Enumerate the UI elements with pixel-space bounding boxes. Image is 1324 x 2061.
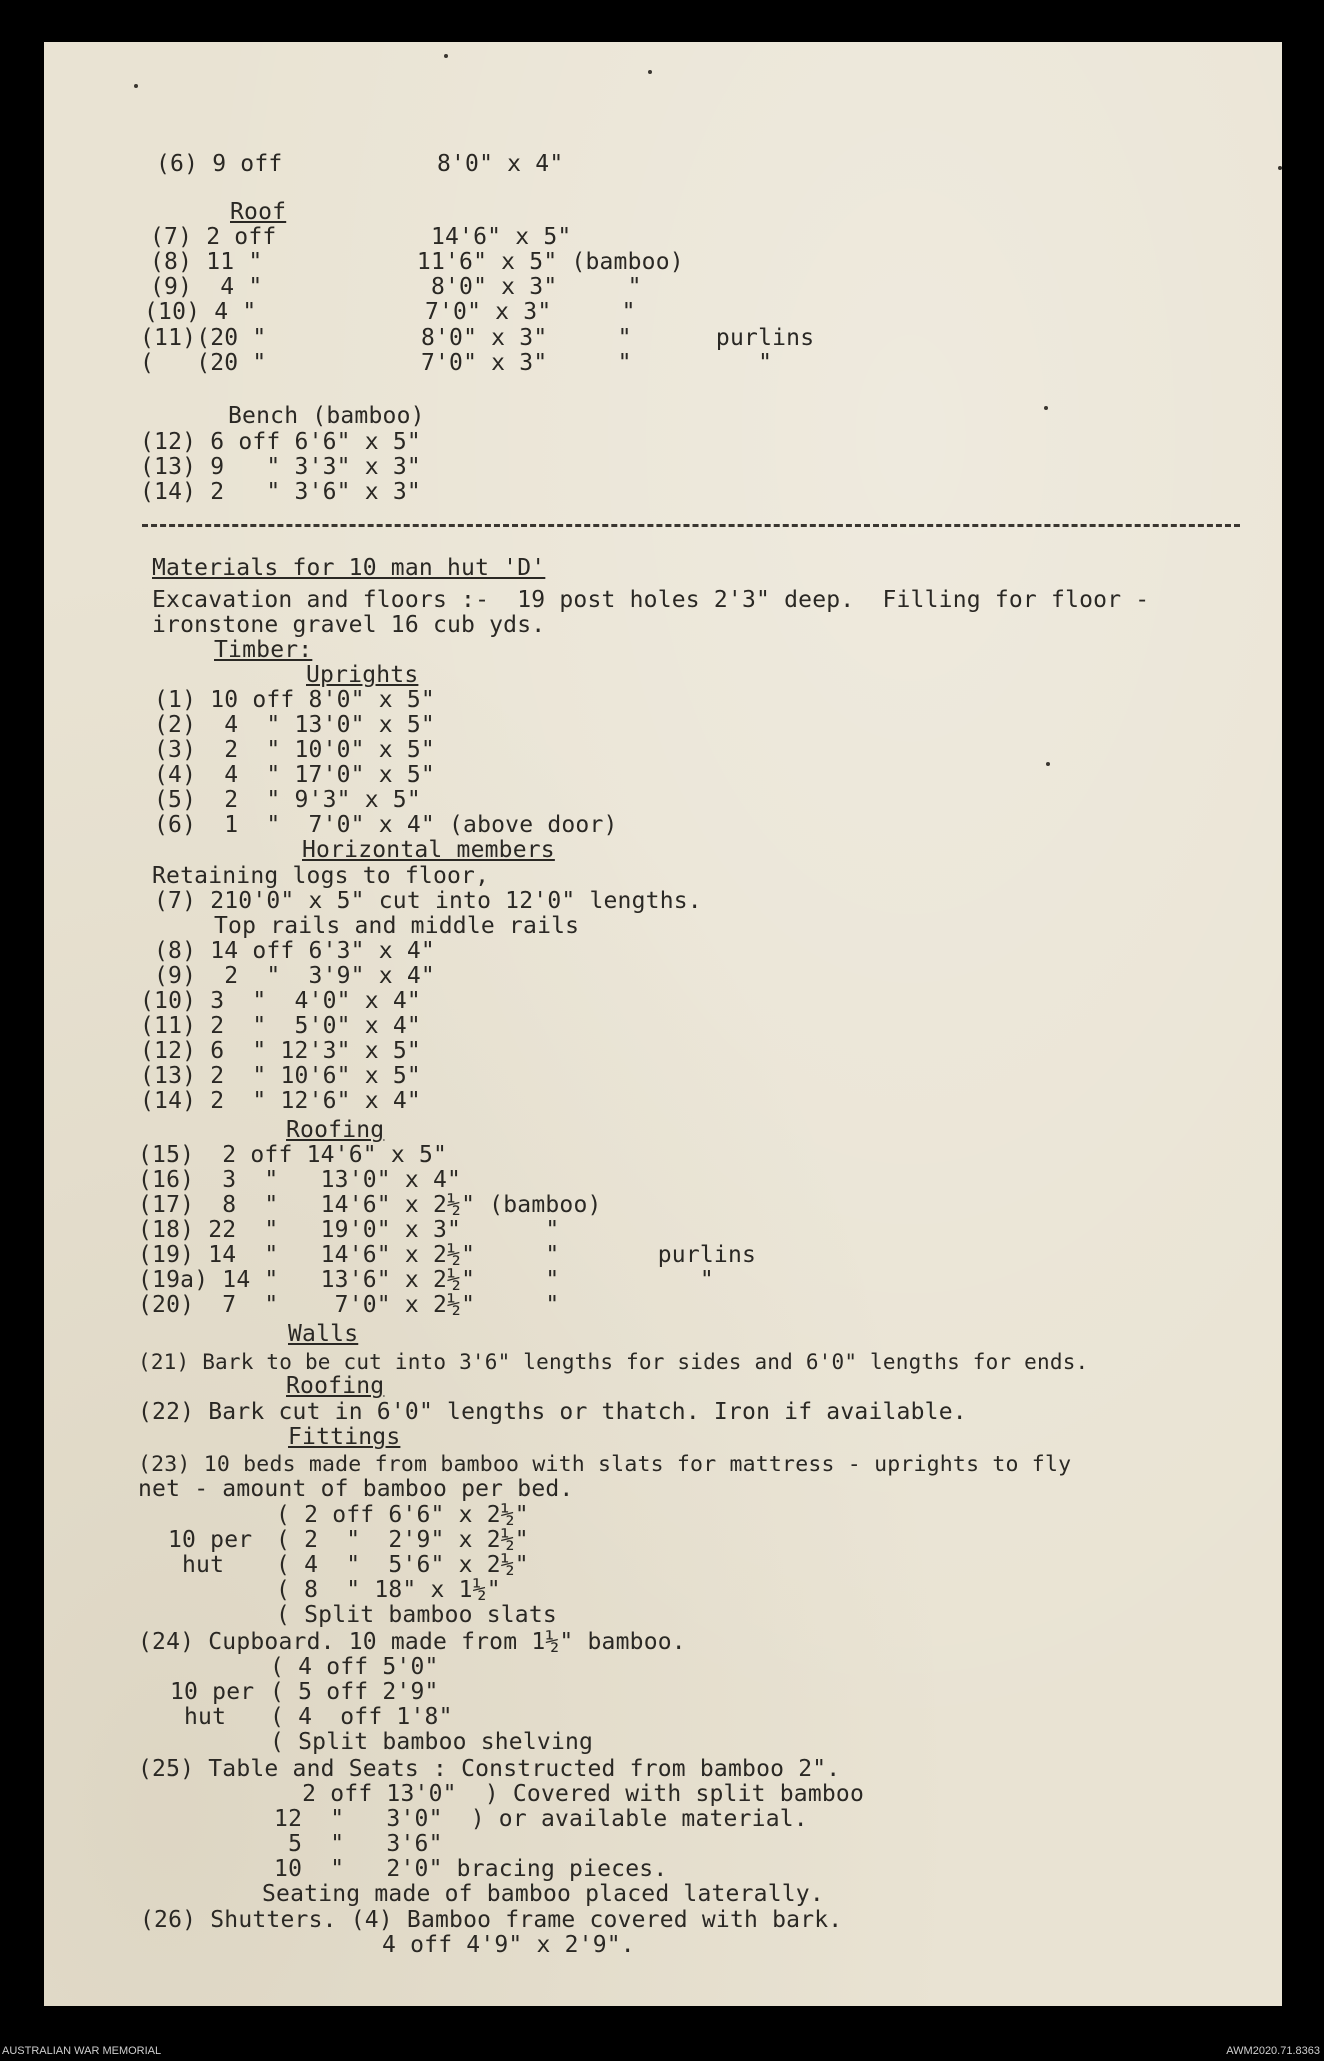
uprights-item: (3) 2 " 10'0" x 5"	[154, 737, 435, 763]
rails-item: (14) 2 " 12'6" x 4"	[140, 1088, 421, 1114]
bench-heading: Bench (bamboo)	[228, 403, 425, 429]
materials-line: Excavation and floors :- 19 post holes 2'3" deep. Filling for floor -	[152, 587, 1150, 613]
footer-accession: AWM2020.71.8363	[1226, 2045, 1320, 2057]
table-part: 5 " 3'6"	[260, 1831, 443, 1857]
cupboard-side-label: 10 per	[170, 1679, 255, 1705]
dashed-separator	[142, 524, 1240, 527]
cupboard-item: (24) Cupboard. 10 made from 1½" bamboo.	[138, 1629, 686, 1655]
roof-item: (7) 2 off 14'6" x 5"	[150, 224, 572, 250]
rails-item: (13) 2 " 10'6" x 5"	[140, 1063, 421, 1089]
ink-speck	[134, 84, 138, 88]
uprights-item: (4) 4 " 17'0" x 5"	[154, 762, 435, 788]
cupboard-part: ( 5 off 2'9"	[270, 1679, 439, 1705]
rails-heading: Top rails and middle rails	[214, 913, 580, 939]
roof-heading: Roof	[230, 199, 287, 225]
roof-item: (10) 4 " 7'0" x 3" "	[144, 299, 636, 325]
bed-part: ( 4 " 5'6" x 2½"	[276, 1552, 529, 1578]
roofing2-heading: Roofing	[286, 1373, 385, 1399]
roofing-item: (18) 22 " 19'0" x 3" "	[138, 1217, 560, 1243]
bench-item: (12) 6 off 6'6" x 5"	[140, 429, 421, 455]
table-item: (25) Table and Seats : Constructed from bamboo 2".	[138, 1756, 841, 1782]
rails-item: (9) 2 " 3'9" x 4"	[154, 963, 435, 989]
roofing-item: (15) 2 off 14'6" x 5"	[138, 1142, 448, 1168]
cupboard-side-label: hut	[184, 1704, 227, 1730]
roofing-item: (19) 14 " 14'6" x 2½" " purlins	[138, 1242, 757, 1268]
table-part: 2 off 13'0" ) Covered with split bamboo	[260, 1781, 865, 1807]
timber-heading: Timber:	[214, 637, 313, 663]
item-6: (6) 9 off 8'0" x 4"	[156, 151, 564, 177]
roofing-heading: Roofing	[286, 1117, 385, 1143]
roof-item: (9) 4 " 8'0" x 3" "	[150, 274, 642, 300]
materials-heading: Materials for 10 man hut 'D'	[152, 555, 546, 581]
materials-line: ironstone gravel 16 cub yds.	[152, 612, 546, 638]
table-part: 10 " 2'0" bracing pieces.	[260, 1856, 668, 1882]
roofing-item: (20) 7 " 7'0" x 2½" "	[138, 1292, 560, 1318]
bed-part: ( 2 off 6'6" x 2½"	[276, 1502, 529, 1528]
roof-item: (8) 11 " 11'6" x 5" (bamboo)	[150, 249, 684, 275]
bed-part: ( 8 " 18" x 1½"	[276, 1577, 501, 1603]
roofing-item: (19a) 14 " 13'6" x 2½" " "	[138, 1267, 714, 1293]
fittings-heading: Fittings	[288, 1424, 401, 1450]
bed-part: ( Split bamboo slats	[276, 1602, 557, 1628]
roof-item: (11)(20 " 8'0" x 3" " purlins	[140, 325, 815, 351]
uprights-item: (6) 1 " 7'0" x 4" (above door)	[154, 812, 618, 838]
uprights-item: (2) 4 " 13'0" x 5"	[154, 712, 435, 738]
cupboard-part: ( 4 off 5'0"	[270, 1654, 439, 1680]
roofing2-item: (22) Bark cut in 6'0" lengths or thatch. Iron if available.	[138, 1399, 967, 1425]
shutters-detail: 4 off 4'9" x 2'9".	[382, 1932, 635, 1958]
table-part: Seating made of bamboo placed laterally.	[262, 1881, 824, 1907]
walls-item: (21) Bark to be cut into 3'6" lengths for sides and 6'0" lengths for ends.	[138, 1350, 1089, 1374]
bed-part: ( 2 " 2'9" x 2½"	[276, 1527, 529, 1553]
rails-item: (8) 14 off 6'3" x 4"	[154, 938, 435, 964]
rails-item: (12) 6 " 12'3" x 5"	[140, 1038, 421, 1064]
bench-item: (13) 9 " 3'3" x 3"	[140, 454, 421, 480]
roof-item: ( (20 " 7'0" x 3" " "	[140, 350, 773, 376]
ink-speck	[444, 54, 448, 58]
uprights-heading: Uprights	[306, 662, 419, 688]
horizontal-heading: Horizontal members	[302, 837, 555, 863]
table-part: 12 " 3'0" ) or available material.	[260, 1806, 808, 1832]
horizontal-item: (7) 210'0" x 5" cut into 12'0" lengths.	[154, 888, 702, 914]
horizontal-intro: Retaining logs to floor,	[152, 863, 490, 889]
fittings-item: (23) 10 beds made from bamboo with slats for mattress - uprights to fly	[138, 1452, 1072, 1477]
uprights-item: (1) 10 off 8'0" x 5"	[154, 687, 435, 713]
uprights-item: (5) 2 " 9'3" x 5"	[154, 787, 421, 813]
bed-side-label: hut	[182, 1552, 225, 1578]
cupboard-part: ( Split bamboo shelving	[270, 1729, 594, 1755]
cupboard-part: ( 4 off 1'8"	[270, 1704, 453, 1730]
bed-side-label: 10 per	[168, 1527, 253, 1553]
footer-institution: AUSTRALIAN WAR MEMORIAL	[2, 2045, 162, 2057]
ink-speck	[648, 70, 652, 74]
ink-speck	[1278, 166, 1282, 170]
bench-item: (14) 2 " 3'6" x 3"	[140, 479, 421, 505]
ink-speck	[1046, 762, 1050, 766]
roofing-item: (17) 8 " 14'6" x 2½" (bamboo)	[138, 1192, 602, 1218]
fittings-item: net - amount of bamboo per bed.	[138, 1476, 574, 1502]
ink-speck	[1044, 406, 1048, 410]
walls-heading: Walls	[288, 1321, 359, 1347]
rails-item: (10) 3 " 4'0" x 4"	[140, 988, 421, 1014]
rails-item: (11) 2 " 5'0" x 4"	[140, 1013, 421, 1039]
roofing-item: (16) 3 " 13'0" x 4"	[138, 1167, 462, 1193]
shutters-item: (26) Shutters. (4) Bamboo frame covered with bark.	[140, 1907, 843, 1933]
